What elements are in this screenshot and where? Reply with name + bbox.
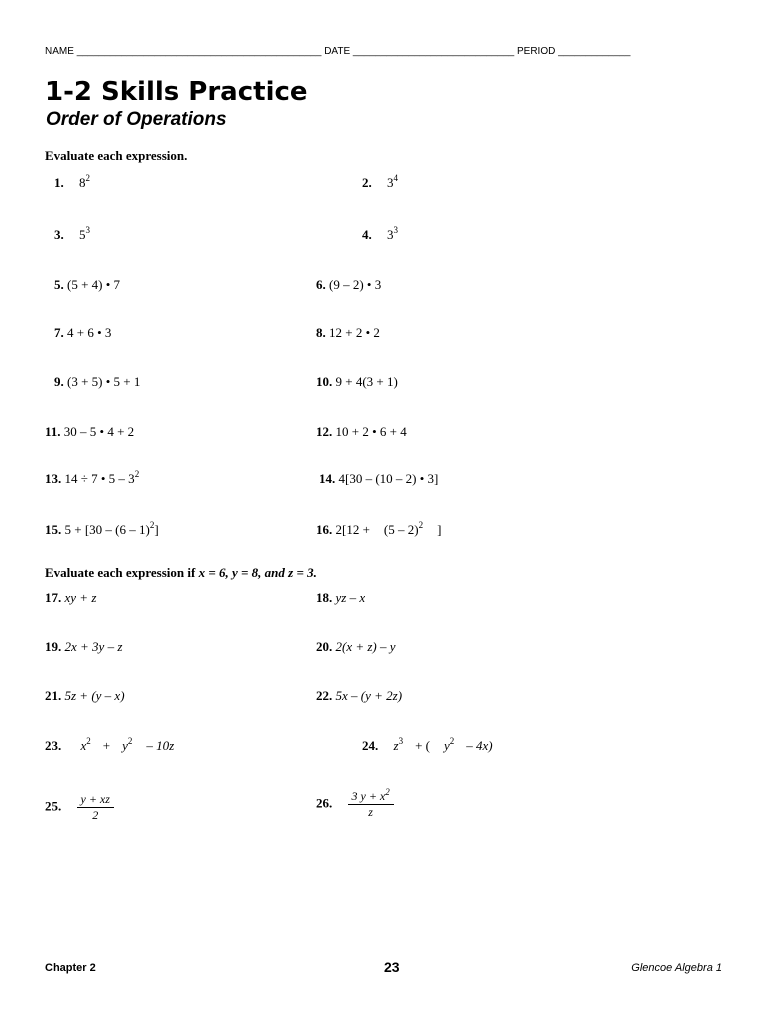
problem-number: 4. bbox=[362, 227, 372, 242]
problem-expression: xy + z bbox=[64, 590, 97, 605]
problem-16 bbox=[316, 522, 441, 538]
page-title: 1-2 Skills Practice bbox=[45, 77, 308, 107]
problem-13 bbox=[45, 471, 139, 487]
problem-expression: 30 – 5 • 4 + 2 bbox=[63, 424, 135, 439]
problem-expression: 10 + 2 • 6 + 4 bbox=[335, 424, 407, 439]
page-number: 23 bbox=[384, 959, 400, 975]
problem-23 bbox=[45, 738, 174, 754]
problem-expression: yz – x bbox=[335, 590, 366, 605]
problem-12 bbox=[316, 424, 407, 440]
problem-number: 9. bbox=[54, 374, 64, 389]
period-field[interactable]: _____________ bbox=[558, 46, 631, 57]
problem-19 bbox=[45, 639, 122, 655]
problem-expression: $x^2 + y^2 - 10z$ bbox=[80, 736, 175, 753]
problem-number: 16. bbox=[316, 522, 333, 537]
problem-17 bbox=[45, 590, 96, 606]
problem-number: 25. bbox=[45, 798, 62, 814]
problem-expression: 4[30 – (10 – 2) • 3] bbox=[338, 471, 439, 486]
problem-expression: (9 – 2) • 3 bbox=[329, 277, 382, 292]
problem-4 bbox=[362, 227, 398, 243]
problem-expression: $3^3$ bbox=[387, 225, 398, 242]
denominator: 2 bbox=[92, 808, 99, 822]
date-field[interactable]: _____________________________ bbox=[352, 46, 515, 57]
problem-5 bbox=[54, 277, 120, 293]
problem-expression: 2[12 + (5 – 2)$^2$ ] bbox=[335, 520, 442, 537]
problem-expression: (5 + 4) • 7 bbox=[67, 277, 121, 292]
date-label: DATE bbox=[324, 46, 351, 57]
problem-number: 1. bbox=[54, 175, 64, 190]
name-field[interactable]: ____________________________________________ bbox=[76, 46, 322, 57]
problem-2 bbox=[362, 175, 398, 191]
problem-expression: 4 + 6 • 3 bbox=[67, 325, 112, 340]
problem-number: 23. bbox=[45, 738, 62, 753]
problem-26 bbox=[316, 789, 394, 820]
problem-expression: $8^2$ bbox=[79, 173, 90, 190]
denominator: z bbox=[368, 805, 373, 819]
book-title: Glencoe Algebra 1 bbox=[631, 962, 722, 974]
problem-number: 19. bbox=[45, 639, 62, 654]
chapter-label: Chapter 2 bbox=[45, 962, 96, 974]
problem-3 bbox=[54, 227, 90, 243]
problem-expression: (3 + 5) • 5 + 1 bbox=[67, 374, 141, 389]
problem-10 bbox=[316, 374, 398, 390]
problem-number: 20. bbox=[316, 639, 333, 654]
problem-expression: 5 + [30 – (6 – 1)$^2$] bbox=[64, 520, 159, 537]
page-subtitle: Order of Operations bbox=[46, 109, 227, 130]
problem-number: 21. bbox=[45, 688, 62, 703]
problem-expression: 9 + 4(3 + 1) bbox=[335, 374, 398, 389]
problem-number: 12. bbox=[316, 424, 333, 439]
problem-14 bbox=[319, 471, 438, 487]
problem-expression: 5x – (y + 2z) bbox=[335, 688, 403, 703]
problem-number: 13. bbox=[45, 471, 62, 486]
problem-number: 22. bbox=[316, 688, 333, 703]
section2-instruction: Evaluate each expression if x = 6, y = 8, and z = 3. bbox=[45, 565, 317, 580]
problem-expression: 2(x + z) – y bbox=[335, 639, 396, 654]
problem-number: 7. bbox=[54, 325, 64, 340]
problem-18 bbox=[316, 590, 365, 606]
problem-number: 6. bbox=[316, 277, 326, 292]
problem-7 bbox=[54, 325, 111, 341]
problem-expression: 12 + 2 • 2 bbox=[329, 325, 380, 340]
student-info-line bbox=[45, 46, 630, 57]
problem-number: 11. bbox=[45, 424, 61, 439]
problem-number: 14. bbox=[319, 471, 336, 486]
problem-number: 10. bbox=[316, 374, 333, 389]
problem-expression: 14 ÷ 7 • $5 - 3^2$ bbox=[64, 469, 140, 486]
problem-25 bbox=[45, 792, 114, 823]
problem-number: 26. bbox=[316, 795, 333, 811]
problem-21 bbox=[45, 688, 125, 704]
problem-expression: $z^3$ + ( $y^2 - 4x$) bbox=[393, 736, 493, 753]
problem-1 bbox=[54, 175, 90, 191]
problem-number: 18. bbox=[316, 590, 333, 605]
problem-6 bbox=[316, 277, 381, 293]
problem-number: 5. bbox=[54, 277, 64, 292]
problem-11 bbox=[45, 424, 134, 440]
section1-instruction: Evaluate each expression. bbox=[45, 148, 188, 163]
name-label: NAME bbox=[45, 46, 74, 57]
problem-number: 8. bbox=[316, 325, 326, 340]
problem-8 bbox=[316, 325, 380, 341]
problem-number: 17. bbox=[45, 590, 62, 605]
problem-expression: $3^4$ bbox=[387, 173, 398, 190]
problem-22 bbox=[316, 688, 402, 704]
problem-expression: 2x + 3y – z bbox=[64, 639, 123, 654]
problem-number: 3. bbox=[54, 227, 64, 242]
problem-20 bbox=[316, 639, 396, 655]
fraction bbox=[348, 789, 394, 820]
problem-expression: $5^3$ bbox=[79, 225, 90, 242]
numerator: y + xz bbox=[77, 792, 114, 808]
problem-number: 15. bbox=[45, 522, 62, 537]
problem-expression: 5z + (y – x) bbox=[64, 688, 125, 703]
problem-9 bbox=[54, 374, 140, 390]
problem-24 bbox=[362, 738, 493, 754]
problem-15 bbox=[45, 522, 159, 538]
fraction bbox=[77, 792, 114, 823]
period-label: PERIOD bbox=[516, 46, 556, 57]
problem-number: 24. bbox=[362, 738, 379, 753]
problem-number: 2. bbox=[362, 175, 372, 190]
numerator: 3 $y + x^2$ bbox=[348, 789, 394, 805]
